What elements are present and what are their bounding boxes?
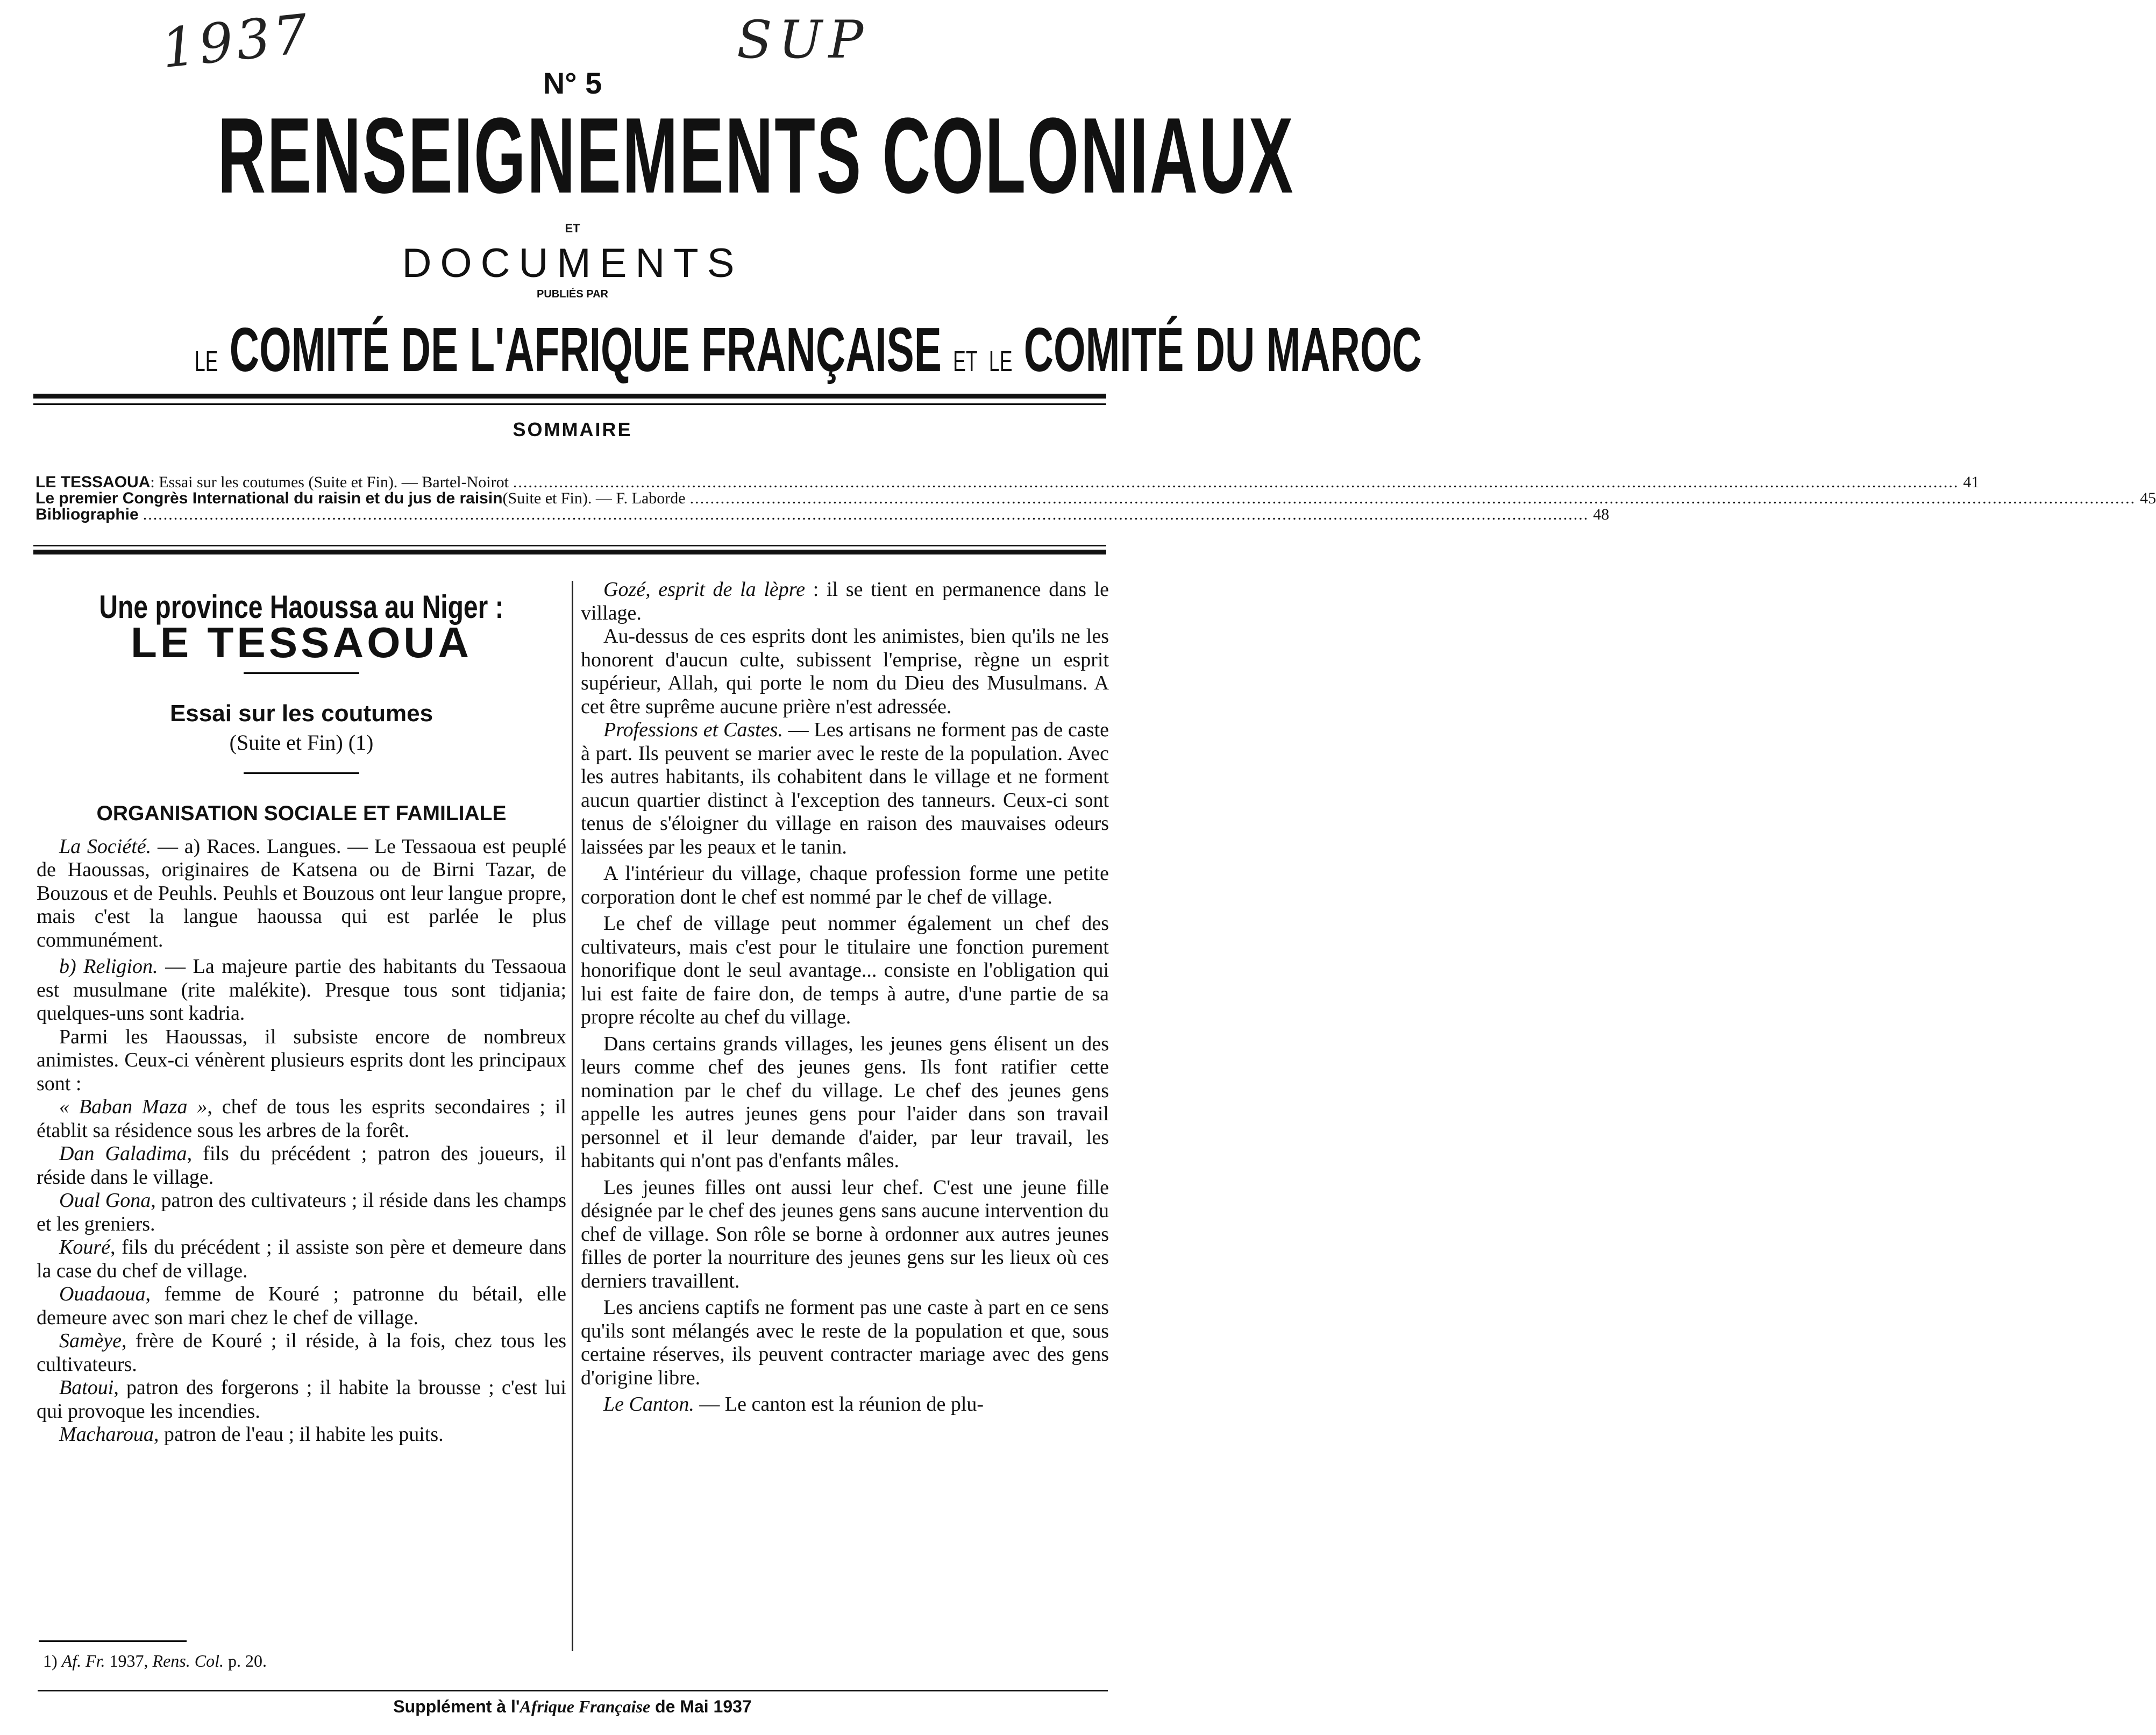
article-column-left [37,578,566,1447]
paragraph-text: — Le canton est la réunion de plu- [694,1393,984,1416]
masthead-rule-thin [33,403,1106,405]
toc-page: 48 [1593,506,1610,523]
paragraph [37,1283,566,1329]
paragraph [37,1142,566,1189]
article-title: LE TESSAOUA [131,618,472,666]
article-suite: (Suite et Fin) (1) [229,730,374,755]
publies-par: PUBLIÉS PAR [537,288,608,300]
footnote-page: p. 20. [227,1651,267,1670]
toc-page: 45 [2140,489,2156,507]
paragraph [37,1096,566,1142]
toc-leader [513,474,1959,490]
paragraph-lead: Dan Galadima [59,1142,187,1165]
paragraph [581,1033,1109,1173]
article-subtitle: Essai sur les coutumes [169,700,433,727]
paragraph-text: , frère de Kouré ; il réside, à la fois, chez tous les cultivateurs. [37,1329,566,1376]
publisher-le-2: LE [988,345,1013,378]
sommaire-rule-thick [33,550,1106,554]
supplement-line [0,1697,1145,1717]
footnote-source: Af. Fr. [61,1651,105,1670]
paragraph [37,1026,566,1096]
paragraph-text: : il se tient en permanence dans le village. [581,578,1109,624]
column-divider [572,581,573,1651]
paragraph-lead: Macharoua [59,1423,154,1446]
sommaire-rule-thin [33,545,1106,546]
paragraph-lead: b) Religion. [59,955,158,978]
paragraph-text: , patron des forgerons ; il habite la brousse ; c'est lui qui provoque les incendies. [37,1376,566,1423]
paragraph-text: Parmi les Haoussas, il subsiste encore de nombreux animistes. Ceux-ci vénèrent plusieurs esprits dont les principaux sont : [37,1025,566,1095]
supplement-suffix: de Mai 1937 [650,1697,752,1716]
footnote [43,1651,267,1671]
toc-entry-title: Bibliographie [35,506,139,523]
sommaire-heading: SOMMAIRE [513,418,632,440]
toc-leader [690,490,2136,507]
paragraph [37,835,566,952]
paragraph-text: , fils du précédent ; patron des joueurs, il réside dans le village. [37,1142,566,1189]
paragraph [37,1423,566,1447]
paragraph-text: Le chef de village peut nommer également un chef des cultivateurs, mais c'est pour le titulaire une fonction purement honorifique dont le seul avantage... consiste en l'obligation qui lui est faite de faire don, de temps à autre, d'une partie de sa propre récolte au chef du village. [581,912,1109,1028]
paragraph-lead: Samèye [59,1329,122,1352]
publisher-line [194,312,1422,399]
paragraph [581,1393,1109,1417]
paragraph [581,1296,1109,1390]
toc-entry-title: Le premier Congrès International du raisin et du jus de raisin [35,489,503,507]
paragraph-text: — La majeure partie des habitants du Tessaoua est musulmane (rite malékite). Presque tous sont tidjania; quelques-uns sont kadria. [37,955,567,1025]
toc-entry [35,473,1980,491]
paragraph-text: Les anciens captifs ne forment pas une caste à part en ce sens qu'ils sont mélangés avec le reste de la population et que, sous certaine réserves, ils peuvent contracter mariage avec des gens d'origine libre. [581,1296,1109,1389]
masthead-rule-thick [33,394,1106,399]
paragraph-text: — a) Races. Langues. — Le Tessaoua est peuplé de Haoussas, originaires de Katsena ou de Birni Tazar, de Bouzous et de Peuhls. Peuhls et Bouzous ont leur langue propre, mais c'est la langue haoussa qui est parlée le plus communément. [37,835,566,951]
bottom-rule [38,1690,1108,1691]
title-rule [244,672,359,674]
section-heading: ORGANISATION SOCIALE ET FAMILIALE [96,802,507,825]
toc-entry-detail: : Essai sur les coutumes (Suite et Fin). — Bartel-Noirot [150,473,509,491]
publisher-le: LE [194,345,218,378]
paragraph-text: A l'intérieur du village, chaque profession forme une petite corporation dont le chef est nommé par le chef de village. [581,862,1109,908]
paragraph-text: , patron des cultivateurs ; il réside dans les champs et les greniers. [37,1189,566,1235]
paragraph [581,862,1109,909]
paragraph-text: , patron de l'eau ; il habite les puits. [153,1423,444,1446]
subtitle-rule [244,772,359,774]
paragraph-lead: Gozé, esprit de la lèpre [603,578,806,601]
toc-leader [143,507,1589,523]
paragraph-lead: Oual Gona [59,1189,151,1212]
paragraph [581,912,1109,1029]
paragraph [581,1176,1109,1293]
paragraph-text: , femme de Kouré ; patronne du bétail, elle demeure avec son mari chez le chef de village. [37,1283,566,1329]
paragraph [581,719,1109,859]
article-kicker: Une province Haoussa au Niger : [99,589,504,625]
masthead-et: ET [565,222,580,235]
paragraph-text: , fils du précédent ; il assiste son père et demeure dans la case du chef de village. [37,1236,566,1282]
paragraph-lead: Ouadaoua [59,1283,146,1305]
publisher-name-1: COMITÉ DE L'AFRIQUE FRANÇAISE [229,315,942,385]
paragraph-text: — Les artisans ne forment pas de caste à part. Ils peuvent se marier avec le reste de la population. Avec les autres habitants, ils cohabitent dans le village et ne forment aucun quartier distinct à l'exception des tanneurs. Ceux-ci sont tenus de s'éloigner du village en raison des mauvaises odeurs laissées par les peaux et le tanin. [581,719,1109,858]
handwritten-note: SUP [737,10,870,70]
paragraph-lead: Professions et Castes. [603,719,783,741]
publisher-name-2: COMITÉ DU MAROC [1023,315,1422,385]
journal-title: RENSEIGNEMENTS COLONIAUX [217,96,1294,216]
publisher-et: ET [953,345,978,378]
paragraph [37,1236,566,1283]
footnote-rule [39,1640,187,1642]
footnote-marker: 1) [43,1651,58,1670]
toc-entry-title: LE TESSAOUA [35,473,151,491]
supplement-journal: Afrique Française [520,1697,651,1716]
footnote-ref: Rens. Col. [152,1651,224,1670]
paragraph [37,1189,566,1236]
paragraph-lead: Le Canton. [603,1393,694,1416]
paragraph-lead: « Baban Maza » [59,1096,208,1118]
paragraph-lead: Kouré [59,1236,110,1258]
paragraph [37,1329,566,1376]
paragraph [37,955,566,1026]
toc-page: 41 [1963,473,1980,491]
article-column-right [581,578,1109,1417]
masthead-subtitle: DOCUMENTS [402,240,743,286]
paragraph [37,1376,566,1423]
paragraph [581,578,1109,625]
toc-entry-detail: (Suite et Fin). — F. Laborde [502,489,686,507]
paragraph-lead: Batoui [59,1376,114,1399]
paragraph-text: , chef de tous les esprits secondaires ; il établit sa résidence sous les arbres de la forêt. [37,1096,567,1142]
toc-entry [35,489,2156,507]
paragraph-lead: La Société. [59,835,152,858]
supplement-prefix: Supplément à l' [393,1697,520,1716]
toc-entry [35,506,1610,523]
issue-number: N° 5 [543,66,602,100]
paragraph-text: Au-dessus de ces esprits dont les animistes, bien qu'ils ne les honorent d'aucun culte, subissent l'emprise, règne un esprit supérieur, Allah, qui porte le nom du Dieu des Musulmans. A cet être suprême aucune prière n'est adressée. [581,625,1109,718]
paragraph-text: Les jeunes filles ont aussi leur chef. C'est une jeune fille désignée par le chef des jeunes gens sans aucune intervention du chef de village. Son rôle se borne à ordonner aux autres jeunes filles de porter la nourriture des jeunes gens sur les lieux où ces derniers travaillent. [581,1176,1109,1292]
paragraph-text: Dans certains grands villages, les jeunes gens élisent un des leurs comme chef des jeunes gens. Ils font ratifier cette nomination par le chef du village. Le chef des jeunes gens appelle les autres jeunes gens pour l'aider dans son travail personnel et il leur demande d'aider, par leur travail, les habitants qui n'ont pas d'enfants mâles. [581,1032,1109,1172]
footnote-year: 1937, [109,1651,148,1670]
paragraph [581,625,1109,719]
handwritten-year: 1937 [158,2,314,81]
